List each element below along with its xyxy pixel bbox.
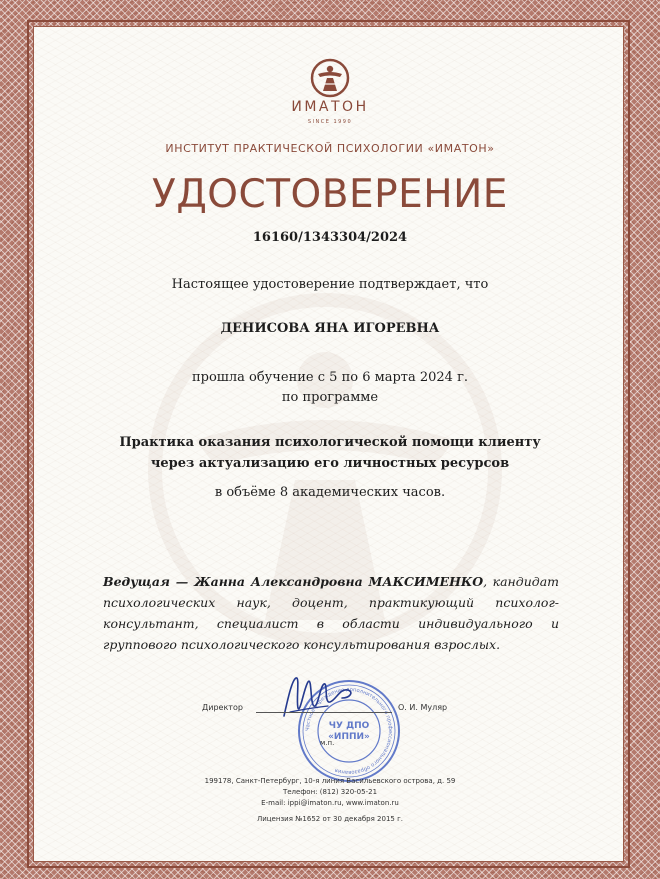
- program-title-line2: через актуализацию его личностных ресурсов: [150, 456, 510, 471]
- footer-address: 199178, Санкт-Петербург, 10-я линия Васильевского острова, д. 59: [204, 777, 456, 785]
- footer-license: Лицензия №1652 от 30 декабря 2015 г.: [256, 815, 403, 823]
- brand-since: SINCE 1990: [307, 119, 353, 125]
- footer-contacts: E-mail: ippi@imaton.ru, www.imaton.ru: [261, 799, 399, 807]
- lead-instructor: [103, 571, 559, 655]
- director-name: О. И. Муляр: [398, 703, 448, 712]
- stamp-inner-line2: «ИППИ»: [328, 732, 370, 742]
- program-title: [0, 432, 660, 474]
- seal-place-label: м.п.: [320, 739, 335, 747]
- lead-name: Ведущая — Жанна Александровна МАКСИМЕНКО: [103, 574, 484, 589]
- lead-description: , кандидат психологических наук, доцент, практикующий психолог-консультант, специалист в области индивидуального и группового психологического консультирования взрослых.: [103, 574, 559, 652]
- program-title-line1: Практика оказания психологической помощи клиенту: [119, 435, 541, 450]
- training-period: [0, 368, 660, 408]
- director-label: Директор: [202, 703, 243, 712]
- stamp-ring-text: Частное учреждение дополнительного профессионального образования: [304, 686, 394, 776]
- program-hours: в объёме 8 академических часов.: [214, 485, 446, 500]
- person-name: ДЕНИСОВА ЯНА ИГОРЕВНА: [220, 321, 440, 336]
- stamp-inner-line1: ЧУ ДПО: [328, 721, 370, 731]
- footer-phone: Телефон: (812) 320-05-21: [282, 788, 378, 796]
- training-program-label: по программе: [281, 390, 379, 405]
- training-dates: прошла обучение с 5 по 6 марта 2024 г.: [191, 370, 469, 385]
- certificate-number: 16160/1343304/2024: [252, 230, 408, 245]
- institute-name: ИНСТИТУТ ПРАКТИЧЕСКОЙ ПСИХОЛОГИИ «ИМАТОН»: [165, 142, 495, 155]
- imaton-logo-icon: [310, 58, 350, 98]
- signature-line: [256, 712, 392, 713]
- director-signature-icon: [270, 668, 380, 728]
- certificate-title: УДОСТОВЕРЕНИЕ: [152, 172, 508, 217]
- confirm-text: Настоящее удостоверение подтверждает, что: [171, 277, 489, 292]
- logo: [0, 58, 660, 102]
- brand-name: ИМАТОН: [291, 99, 369, 115]
